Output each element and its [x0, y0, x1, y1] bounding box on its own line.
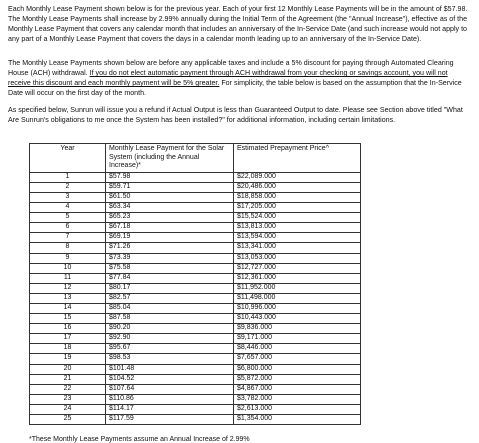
- cell-monthly-payment: $95.67: [106, 344, 234, 354]
- table-row: [30, 172, 361, 182]
- table-row: [30, 192, 361, 202]
- cell-monthly-payment: $75.58: [106, 263, 234, 273]
- cell-year: 22: [30, 384, 106, 394]
- table-row: [30, 182, 361, 192]
- cell-year: 10: [30, 263, 106, 273]
- cell-year: 16: [30, 324, 106, 334]
- cell-year: 4: [30, 203, 106, 213]
- table-body: [30, 172, 361, 424]
- cell-monthly-payment: $87.58: [106, 314, 234, 324]
- cell-year: 14: [30, 304, 106, 314]
- table-row: [30, 374, 361, 384]
- cell-monthly-payment: $85.04: [106, 304, 234, 314]
- cell-prepayment-price: $13,813.000: [234, 223, 361, 233]
- header-prepayment-price: Estimated Prepayment Price^: [234, 144, 361, 173]
- footnote: *These Monthly Lease Payments assume an Annual Increase of 2.99%: [29, 436, 250, 443]
- payment-terms-paragraph: Each Monthly Lease Payment shown below is for the previous year. Each of your first 12 Monthly Lease Payments will be in the amount of $57.98. The Monthly Lease Payments shall increase by 2.99% annually during the Initial Term of the Agreement (the "Annual Increase"), effective as of the Monthly Lease Payment that covers any calendar month that includes an anniversary of the In-Service Date (and such increase would not apply to any part of a Monthly Lease Payment that covers the days in a calendar month leading up to an anniversary of the In-Service Date).: [8, 5, 468, 44]
- cell-prepayment-price: $9,171.000: [234, 334, 361, 344]
- table-row: [30, 394, 361, 404]
- cell-prepayment-price: $9,836.000: [234, 324, 361, 334]
- cell-monthly-payment: $110.86: [106, 394, 234, 404]
- cell-prepayment-price: $12,361.000: [234, 273, 361, 283]
- cell-year: 15: [30, 314, 106, 324]
- table-row: [30, 273, 361, 283]
- cell-prepayment-price: $15,524.000: [234, 213, 361, 223]
- cell-year: 20: [30, 364, 106, 374]
- cell-monthly-payment: $104.52: [106, 374, 234, 384]
- table-row: [30, 293, 361, 303]
- cell-prepayment-price: $11,952.000: [234, 283, 361, 293]
- table-row: [30, 404, 361, 414]
- table-row: [30, 263, 361, 273]
- cell-monthly-payment: $65.23: [106, 213, 234, 223]
- table-header-row: [30, 144, 361, 173]
- cell-monthly-payment: $63.34: [106, 203, 234, 213]
- cell-year: 1: [30, 172, 106, 182]
- cell-year: 19: [30, 354, 106, 364]
- cell-monthly-payment: $80.17: [106, 283, 234, 293]
- cell-prepayment-price: $17,205.000: [234, 203, 361, 213]
- cell-monthly-payment: $61.50: [106, 192, 234, 202]
- cell-monthly-payment: $77.84: [106, 273, 234, 283]
- cell-prepayment-price: $13,594.000: [234, 233, 361, 243]
- cell-prepayment-price: $20,486.000: [234, 182, 361, 192]
- cell-monthly-payment: $114.17: [106, 404, 234, 414]
- cell-year: 9: [30, 253, 106, 263]
- cell-prepayment-price: $2,613.000: [234, 404, 361, 414]
- cell-prepayment-price: $12,727.000: [234, 263, 361, 273]
- header-monthly-payment: Monthly Lease Payment for the Solar System (including the Annual Increase)*: [106, 144, 234, 173]
- cell-monthly-payment: $73.39: [106, 253, 234, 263]
- cell-monthly-payment: $82.57: [106, 293, 234, 303]
- cell-monthly-payment: $69.19: [106, 233, 234, 243]
- ach-discount-paragraph: [8, 58, 470, 98]
- cell-year: 25: [30, 415, 106, 425]
- table-row: [30, 415, 361, 425]
- cell-year: 8: [30, 243, 106, 253]
- refund-paragraph: As specified below, Sunrun will issue you a refund if Actual Output is less than Guaranteed Output to date. Please see Section above titled "What Are Sunrun's obligations to me once the System has been installed?" for additional information, including certain limitations.: [8, 106, 463, 125]
- cell-monthly-payment: $98.53: [106, 354, 234, 364]
- cell-prepayment-price: $3,782.000: [234, 394, 361, 404]
- cell-prepayment-price: $6,800.000: [234, 364, 361, 374]
- cell-monthly-payment: $67.18: [106, 223, 234, 233]
- cell-monthly-payment: $59.71: [106, 182, 234, 192]
- table-row: [30, 304, 361, 314]
- cell-prepayment-price: $13,053.000: [234, 253, 361, 263]
- cell-year: 12: [30, 283, 106, 293]
- cell-prepayment-price: $8,446.000: [234, 344, 361, 354]
- cell-year: 3: [30, 192, 106, 202]
- cell-year: 7: [30, 233, 106, 243]
- cell-year: 2: [30, 182, 106, 192]
- table-row: [30, 334, 361, 344]
- table-row: [30, 223, 361, 233]
- cell-monthly-payment: $117.59: [106, 415, 234, 425]
- table-row: [30, 213, 361, 223]
- cell-monthly-payment: $107.64: [106, 384, 234, 394]
- cell-prepayment-price: $10,443.000: [234, 314, 361, 324]
- cell-prepayment-price: $10,996.000: [234, 304, 361, 314]
- lease-payment-table: [29, 143, 361, 425]
- table-row: [30, 384, 361, 394]
- cell-prepayment-price: $11,498.000: [234, 293, 361, 303]
- cell-monthly-payment: $90.20: [106, 324, 234, 334]
- cell-year: 21: [30, 374, 106, 384]
- table-row: [30, 364, 361, 374]
- cell-monthly-payment: $71.26: [106, 243, 234, 253]
- cell-year: 23: [30, 394, 106, 404]
- cell-year: 17: [30, 334, 106, 344]
- cell-prepayment-price: $18,858.000: [234, 192, 361, 202]
- cell-prepayment-price: $4,867.000: [234, 384, 361, 394]
- cell-monthly-payment: $57.98: [106, 172, 234, 182]
- header-year: Year: [30, 144, 106, 173]
- cell-year: 6: [30, 223, 106, 233]
- table-row: [30, 233, 361, 243]
- ach-discount-text: The Monthly Lease Payments shown below are before any applicable taxes and include a 5% discount for paying through Automated Clearing House (ACH) withdrawal.: [8, 59, 454, 78]
- cell-prepayment-price: $7,657.000: [234, 354, 361, 364]
- cell-monthly-payment: $101.48: [106, 364, 234, 374]
- ach-discount-underlined-text: If you do not elect automatic payment through ACH withdrawal from your checking or savings account, you will not receive this discount and each monthly payment will be 5% greater.: [8, 69, 448, 88]
- table-row: [30, 253, 361, 263]
- cell-prepayment-price: $5,872.000: [234, 374, 361, 384]
- cell-year: 13: [30, 293, 106, 303]
- cell-prepayment-price: $1,354.000: [234, 415, 361, 425]
- cell-monthly-payment: $92.90: [106, 334, 234, 344]
- table-row: [30, 243, 361, 253]
- ach-discount-text-end: For simplicity, the table below is based on the assumption that the In-Service Date will occur on the first day of the month.: [8, 79, 462, 98]
- table-row: [30, 314, 361, 324]
- table-row: [30, 203, 361, 213]
- cell-year: 18: [30, 344, 106, 354]
- cell-year: 24: [30, 404, 106, 414]
- table-row: [30, 354, 361, 364]
- table-row: [30, 324, 361, 334]
- table-row: [30, 344, 361, 354]
- cell-prepayment-price: $22,089.000: [234, 172, 361, 182]
- cell-year: 11: [30, 273, 106, 283]
- table-row: [30, 283, 361, 293]
- cell-year: 5: [30, 213, 106, 223]
- cell-prepayment-price: $13,341.000: [234, 243, 361, 253]
